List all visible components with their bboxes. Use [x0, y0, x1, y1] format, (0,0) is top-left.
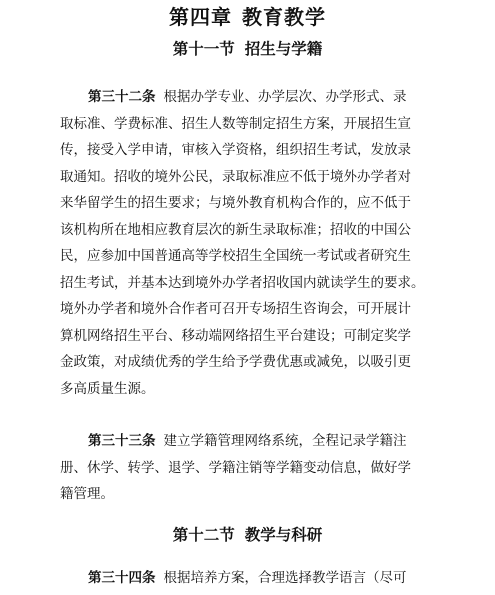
article-32-line: 多高质量生源。 [60, 380, 155, 397]
article-34-line [60, 565, 458, 592]
chapter-name: 教育教学 [242, 5, 326, 29]
article-34-number: 第三十四条 [88, 570, 156, 586]
article-32-line: 招生考试，并基本达到境外办学者招收国内就读学生的要求。 [60, 274, 425, 291]
article-34-paragraph [60, 565, 458, 592]
article-33-line: 册、休学、转学、退学、学籍注销等学籍变动信息，做好学 [60, 459, 411, 476]
article-32-line: 取标准、学费标准、招生人数等制定招生方案，开展招生宣 [60, 115, 411, 132]
article-32-line [60, 84, 458, 111]
article-32-line: 算机网络招生平台、移动端网络招生平台建设；可制定奖学 [60, 327, 411, 344]
article-33-text: 建立学籍管理网络系统，全程记录学籍注 [163, 433, 407, 449]
article-32-line: 来华留学生的招生要求；与境外教育机构合作的，应不低于 [60, 195, 411, 211]
section-title-11 [0, 38, 495, 60]
article-32-line: 传，接受入学申请，审核入学资格，组织招生考试，发放录 [60, 142, 411, 158]
section-12-name: 教学与科研 [244, 525, 323, 544]
section-11-name: 招生与学籍 [244, 39, 323, 58]
article-32-line: 该机构所在地相应教育层次的新生录取标准；招收的中国公 [60, 221, 411, 238]
article-32-line: 金政策，对成绩优秀的学生给予学费优惠或减免，以吸引更 [60, 354, 411, 370]
section-title-12 [0, 524, 495, 546]
article-32-text: 根据办学专业、办学层次、办学形式、录 [163, 89, 407, 105]
section-12-number: 第十二节 [172, 525, 235, 544]
article-32-number: 第三十二条 [88, 89, 156, 105]
section-11-number: 第十一节 [172, 39, 235, 58]
chapter-title [0, 4, 495, 30]
article-32-line: 境外办学者和境外合作者可召开专场招生咨询会，可开展计 [60, 301, 411, 317]
article-32-line: 民，应参加中国普通高等学校招生全国统一考试或者研究生 [60, 248, 411, 264]
article-32-line: 取通知。招收的境外公民，录取标准应不低于境外办学者对 [60, 168, 411, 185]
article-33-paragraph [60, 428, 458, 508]
article-34-text: 根据培养方案，合理选择教学语言（尽可 [163, 570, 407, 586]
article-32-paragraph [60, 84, 458, 402]
article-33-line: 籍管理。 [60, 486, 114, 502]
article-33-line [60, 428, 458, 455]
chapter-number: 第四章 [169, 5, 232, 29]
article-33-number: 第三十三条 [88, 433, 156, 449]
